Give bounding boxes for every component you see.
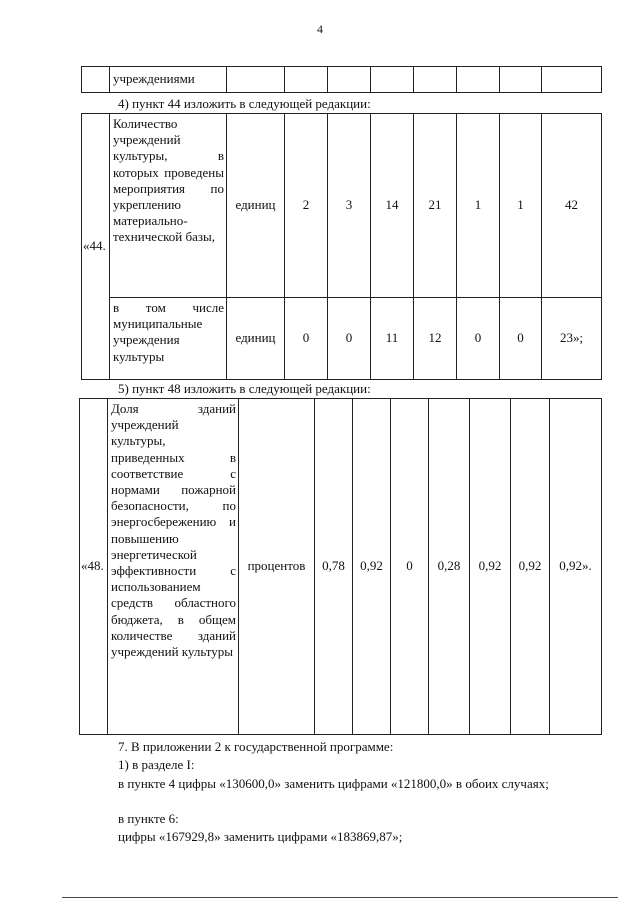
indicator-text: в том числе муниципальные учреждения культуры xyxy=(110,298,227,380)
table-fragment-top xyxy=(81,66,602,93)
paragraph-section-1: 1) в разделе I: xyxy=(118,757,195,772)
table-cell-text: учреждениями xyxy=(110,67,227,93)
table-cell xyxy=(227,67,285,93)
paragraph-item-4: в пункте 4 цифры «130600,0» заменить цифрами «121800,0» в обоих случаях; xyxy=(118,776,549,791)
paragraph-figures: цифры «167929,8» заменить цифрами «183869,87»; xyxy=(118,829,403,844)
item-number: «44. xyxy=(82,114,110,380)
paragraph-7: 7. В приложении 2 к государственной программе: xyxy=(118,739,394,754)
footer-rule xyxy=(62,897,618,898)
item-number: «48. xyxy=(80,399,108,735)
value-cell: 1 xyxy=(500,114,542,298)
table-item-44 xyxy=(81,113,602,380)
value-cell: 3 xyxy=(328,114,371,298)
indicator-text: Доля зданий учреждений культуры, приведенных в соответствие с нормами пожарной безопасности, по энергосбережению и повышению энергетической эффективности с использованием средств областного бюджета, в общем количестве зданий учреждений культуры xyxy=(108,399,239,735)
table-cell xyxy=(285,67,328,93)
value-cell: 0 xyxy=(285,298,328,380)
unit-cell: единиц xyxy=(227,114,285,298)
value-cell: 0,28 xyxy=(429,399,470,735)
table-cell xyxy=(328,67,371,93)
table-cell xyxy=(82,67,110,93)
value-cell: 0 xyxy=(391,399,429,735)
unit-cell: единиц xyxy=(227,298,285,380)
value-cell: 0 xyxy=(457,298,500,380)
value-cell: 2 xyxy=(285,114,328,298)
value-cell: 1 xyxy=(457,114,500,298)
table-cell xyxy=(500,67,542,93)
indicator-text: Количество учреждений культуры, в которых проведены мероприятия по укреплению материально-технической базы, xyxy=(110,114,227,298)
table-cell xyxy=(542,67,602,93)
value-cell: 0,92 xyxy=(353,399,391,735)
value-cell: 0 xyxy=(500,298,542,380)
value-cell: 12 xyxy=(414,298,457,380)
table-cell xyxy=(414,67,457,93)
value-cell: 0,92 xyxy=(470,399,511,735)
value-cell: 0 xyxy=(328,298,371,380)
value-cell: 23»; xyxy=(542,298,602,380)
paragraph-item-6: в пункте 6: xyxy=(118,811,179,826)
value-cell: 0,92». xyxy=(550,399,602,735)
value-cell: 14 xyxy=(371,114,414,298)
value-cell: 21 xyxy=(414,114,457,298)
value-cell: 42 xyxy=(542,114,602,298)
value-cell: 0,92 xyxy=(511,399,550,735)
value-cell: 0,78 xyxy=(315,399,353,735)
heading-item-48: 5) пункт 48 изложить в следующей редакции: xyxy=(118,381,371,396)
value-cell: 11 xyxy=(371,298,414,380)
table-item-48 xyxy=(79,398,602,735)
page-number: 4 xyxy=(317,22,323,36)
heading-item-44: 4) пункт 44 изложить в следующей редакции: xyxy=(118,96,371,111)
unit-cell: процентов xyxy=(239,399,315,735)
table-cell xyxy=(457,67,500,93)
table-cell xyxy=(371,67,414,93)
